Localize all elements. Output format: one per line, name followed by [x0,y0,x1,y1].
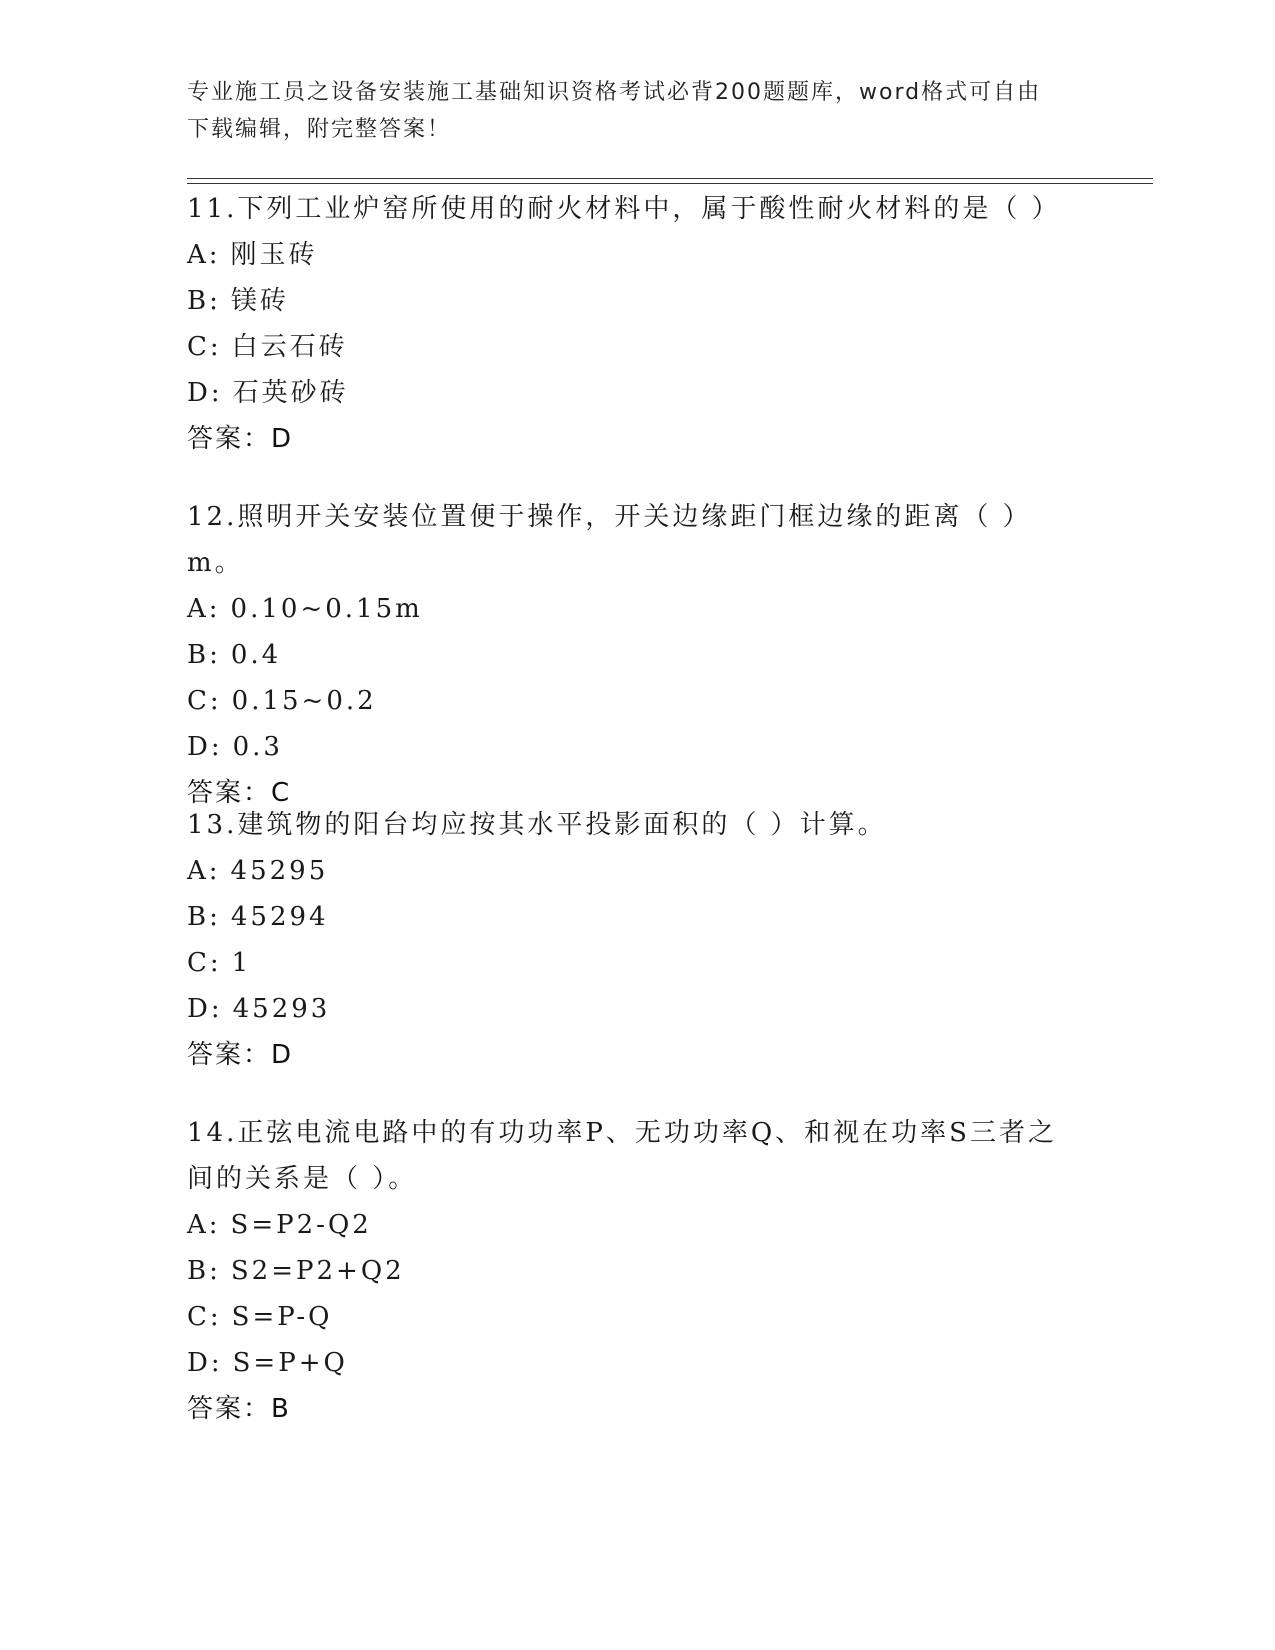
option-text: 45295 [230,856,329,886]
option-a [187,848,1087,894]
option-b [187,632,1087,678]
option-d [187,1340,1087,1386]
document-header [187,74,1077,148]
option-text: S2=P2+Q2 [230,1256,405,1286]
option-letter: D: [187,732,223,762]
option-letter: A: [187,594,221,624]
option-text: 石英砂砖 [232,378,349,408]
question-stem: 13.建筑物的阳台均应按其水平投影面积的（ ）计算。 [187,810,887,840]
option-letter: D: [187,994,223,1024]
question-12 [187,494,1087,816]
header-line-2: 下载编辑，附完整答案！ [187,117,452,142]
option-a [187,232,1087,278]
option-letter: C: [187,1302,222,1332]
option-a [187,1202,1087,1248]
option-text: 白云石砖 [231,332,348,362]
option-b [187,894,1087,940]
option-text: 0.4 [230,640,282,670]
option-text: 刚玉砖 [230,240,318,270]
option-text: 0.3 [232,732,283,762]
option-letter: D: [187,1348,223,1378]
option-text: 45294 [230,902,329,932]
answer-label: 答案：B [187,1394,291,1424]
option-letter: B: [187,286,221,316]
option-letter: C: [187,332,222,362]
option-c [187,940,1087,986]
option-text: S=P+Q [232,1348,348,1378]
option-a [187,586,1087,632]
option-text: S=P-Q [231,1302,333,1332]
option-d [187,370,1087,416]
question-11 [187,186,1087,462]
option-text: 0.15~0.2 [231,686,377,716]
answer-label: 答案：D [187,1040,294,1070]
question-stem: 12.照明开关安装位置便于操作，开关边缘距门框边缘的距离（ ）m。 [187,502,1032,578]
option-c [187,1294,1087,1340]
answer-label: 答案：C [187,778,292,808]
question-14 [187,1110,1087,1432]
option-d [187,986,1087,1032]
option-text: S=P2-Q2 [230,1210,372,1240]
option-text: 0.10~0.15m [230,594,423,624]
option-d [187,724,1087,770]
question-stem: 11.下列工业炉窑所使用的耐火材料中，属于酸性耐火材料的是（ ） [187,194,1061,224]
option-letter: B: [187,640,221,670]
option-letter: A: [187,856,221,886]
question-stem-line-2: 间的关系是（ ）。 [187,1164,418,1194]
option-b [187,278,1087,324]
option-b [187,1248,1087,1294]
option-letter: C: [187,686,222,716]
header-divider-bottom [187,183,1153,184]
option-text: 镁砖 [230,286,289,316]
question-stem-line-1: 14.正弦电流电路中的有功功率P、无功功率Q、和视在功率S三者之 [187,1118,1057,1148]
option-text: 45293 [232,994,331,1024]
answer-label: 答案：D [187,424,294,454]
option-letter: A: [187,1210,221,1240]
option-letter: A: [187,240,221,270]
option-text: 1 [231,948,252,978]
option-letter: D: [187,378,223,408]
header-divider-top [187,178,1153,179]
option-c [187,324,1087,370]
header-line-1: 专业施工员之设备安装施工基础知识资格考试必背200题题库，word格式可自由 [187,80,1042,105]
option-letter: B: [187,902,221,932]
question-13 [187,802,1087,1078]
option-letter: C: [187,948,222,978]
option-letter: B: [187,1256,221,1286]
option-c [187,678,1087,724]
